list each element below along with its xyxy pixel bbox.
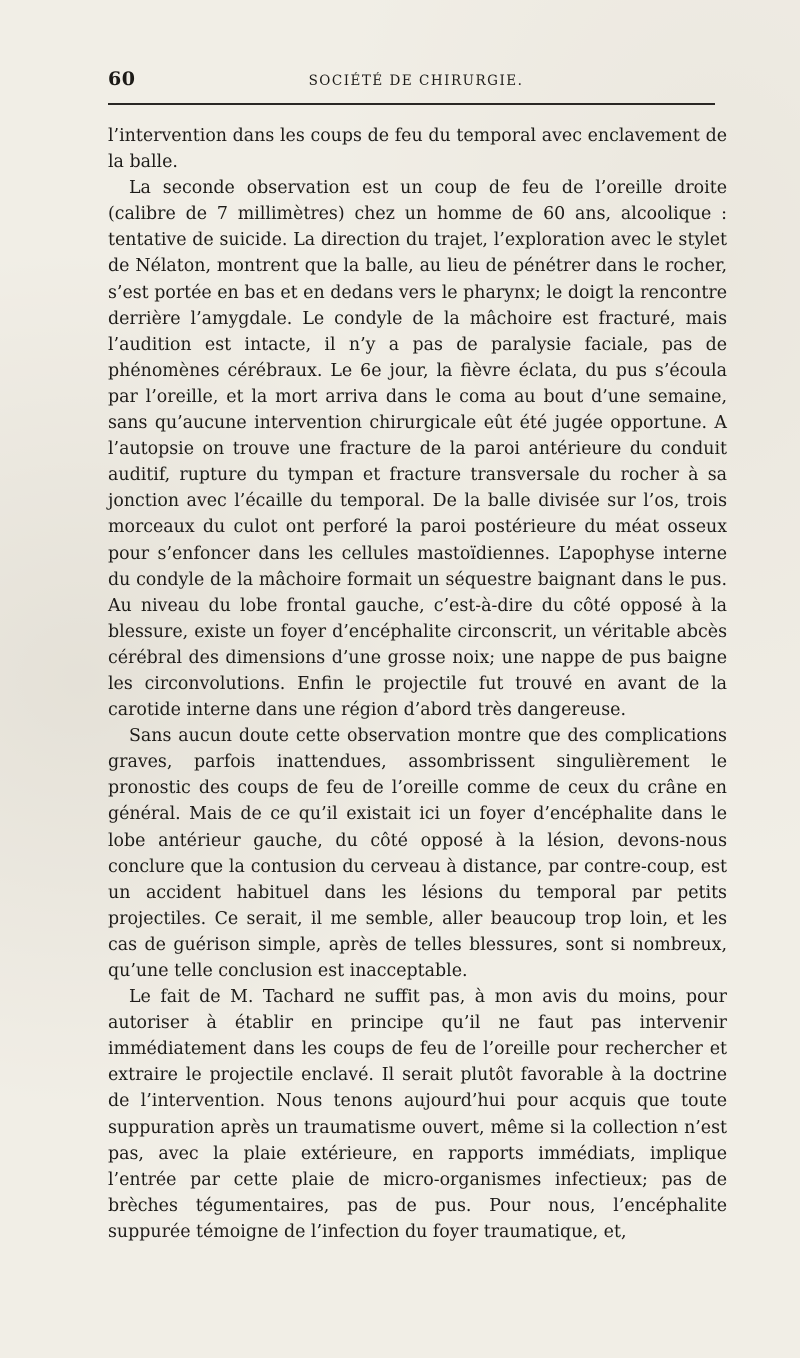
running-title: SOCIÉTÉ DE CHIRURGIE. <box>308 73 524 89</box>
paragraph-tachard: Le fait de M. Tachard ne suffit pas, à mon avis du moins, pour autoriser à établir en principe qu’il ne faut pas intervenir immédiatement dans les coups de feu de l’oreille pour rechercher et extraire le projectile enclavé. Il serait plutôt favorable à la doctrine de l’intervention. Nous tenons aujourd’hui pour acquis que toute suppuration après un traumatisme ouvert, même si la collection n’est pas, avec la plaie extérieure, en rapports immédiats, implique l’entrée par cette plaie de micro-organismes infectieux; pas de brèches tégumentaires, pas de pus. Pour nous, l’encéphalite suppurée témoigne de l’infection du foyer traumatique, et, <box>108 987 727 1242</box>
paragraph-complications: Sans aucun doute cette observation montre que des complications graves, parfois inattendues, assombrissent singulièrement le pronostic des coups de feu de l’oreille comme de ceux du crâne en général. Mais de ce qu’il existait ici un foyer d’encéphalite dans le lobe antérieur gauche, du côté opposé à la lésion, devons-nous conclure que la contusion du cerveau à distance, par contre-coup, est un accident habituel dans les lésions du temporal par petits projectiles. Ce serait, il me semble, aller beaucoup trop loin, et les cas de guérison simple, après de telles blessures, sont si nombreux, qu’une telle conclusion est inacceptable. <box>108 726 727 981</box>
body-text <box>108 123 727 1245</box>
paragraph-second-observation: La seconde observation est un coup de feu de l’oreille droite (calibre de 7 millimètres) chez un homme de 60 ans, alcoolique : tentative de suicide. La direction du trajet, l’exploration avec le stylet de Nélaton, montrent que la balle, au lieu de pénétrer dans le rocher, s’est portée en bas et en dedans vers le pharynx; le doigt la rencontre derrière l’amygdale. Le condyle de la mâchoire est fracturé, mais l’audition est intacte, il n’y a pas de paralysie faciale, pas de phénomènes cérébraux. Le 6e jour, la fièvre éclata, du pus s’écoula par l’oreille, et la mort arriva dans le coma au bout d’une semaine, sans qu’aucune intervention chirurgicale eût été jugée opportune. A l’autopsie on trouve une fracture de la paroi antérieure du conduit auditif, rupture du tympan et fracture transversale du rocher à sa jonction avec l’écaille du temporal. De la balle divisée sur l’os, trois morceaux du culot ont perforé la paroi postérieure du méat osseux pour s’enfoncer dans les cellules mastoïdiennes. L’apophyse interne du condyle de la mâchoire formait un séquestre baignant dans le pus. Au niveau du lobe frontal gauche, c’est-à-dire du côté opposé à la blessure, existe un foyer d’encéphalite circonscrit, un véritable abcès cérébral des dimensions d’une grosse noix; une nappe de pus baigne les circonvolutions. Enfin le projectile fut trouvé en avant de la carotide interne dans une région d’abord très dangereuse. <box>108 178 727 721</box>
paragraph-continuation: l’intervention dans les coups de feu du temporal avec enclavement de la balle. <box>108 126 727 173</box>
page-header <box>108 68 724 98</box>
header-divider <box>108 103 715 105</box>
page-number: 60 <box>108 68 136 90</box>
